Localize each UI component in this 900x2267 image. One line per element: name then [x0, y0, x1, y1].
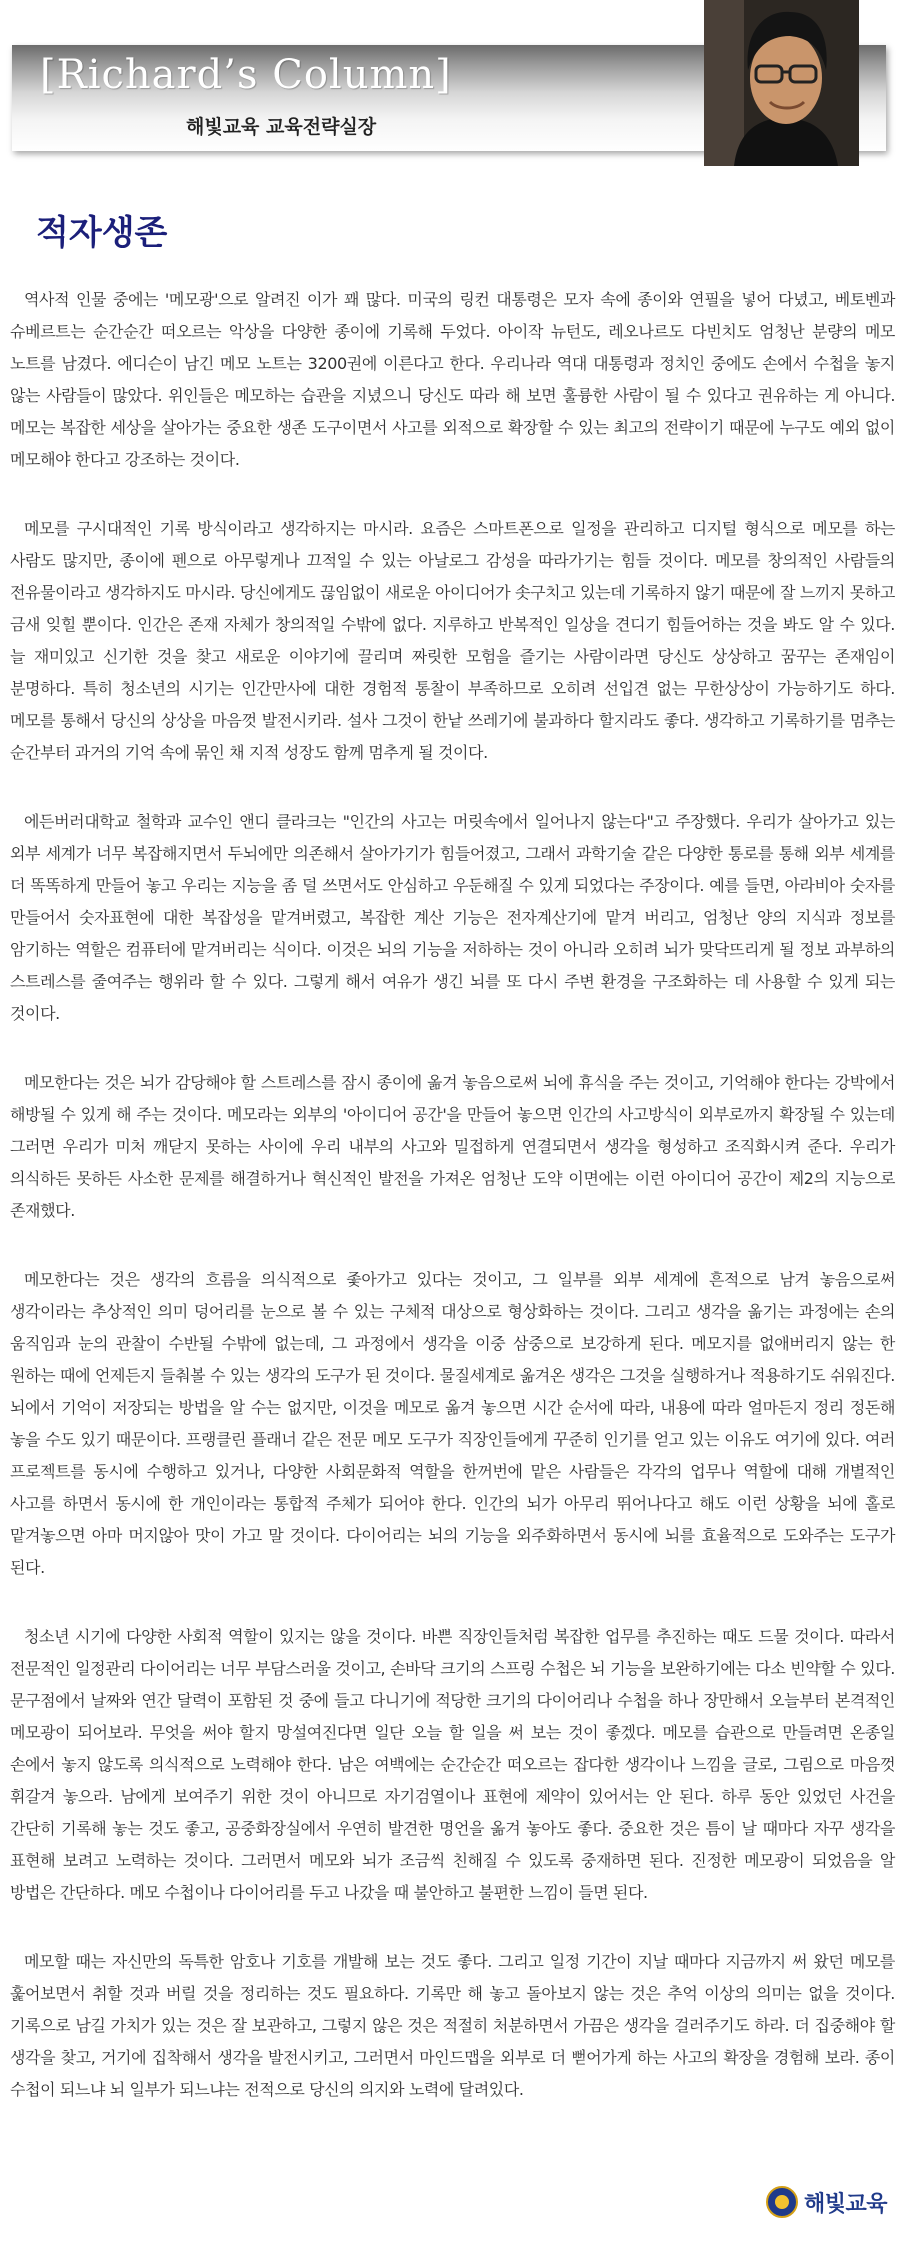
column-header	[0, 0, 900, 168]
article-paragraph: 청소년 시기에 다양한 사회적 역할이 있지는 않을 것이다. 바쁜 직장인들처럼 복잡한 업무를 추진하는 때도 드물 것이다. 따라서 전문적인 일정관리 다이어리는 너무 부담스러울 것이고, 손바닥 크기의 스프링 수첩은 뇌 기능을 보완하기에는 다소 빈약할 수 있다. 문구점에서 날짜와 연간 달력이 포함된 것 중에 들고 다니기에 적당한 크기의 다이어리나 수첩을 하나 장만해서 오늘부터 본격적인 메모광이 되어보라. 무엇을 써야 할지 망설여진다면 일단 오늘 할 일을 써 보는 것이 좋겠다. 메모를 습관으로 만들려면 온종일 손에서 놓지 않도록 의식적으로 노력해야 한다. 남은 여백에는 순간순간 떠오르는 잡다한 생각이나 느낌을 글로, 그림으로 마음껏 휘갈겨 놓으라. 남에게 보여주기 위한 것이 아니므로 자기검열이나 표현에 제약이 있어서는 안 된다. 하루 동안 있었던 사건을 간단히 기록해 놓는 것도 좋고, 공중화장실에서 우연히 발견한 명언을 옮겨 놓아도 좋다. 중요한 것은 틈이 날 때마다 자꾸 생각을 표현해 보려고 노력하는 것이다. 그러면서 메모와 뇌가 조금씩 친해질 수 있도록 중재하면 된다. 진정한 메모광이 되었음을 알 방법은 간단하다. 메모 수첩이나 다이어리를 두고 나갔을 때 불안하고 불편한 느낌이 들면 된다.	[10, 1627, 895, 1902]
logo-emblem-icon	[766, 2186, 798, 2218]
article-title: 적자생존	[36, 213, 168, 253]
article-paragraph: 에든버러대학교 철학과 교수인 앤디 클라크는 "인간의 사고는 머릿속에서 일어나지 않는다"고 주장했다. 우리가 살아가고 있는 외부 세계가 너무 복잡해지면서 두뇌에만 의존해서 살아가기가 힘들어졌고, 그래서 과학기술 같은 다양한 통로를 통해 외부 세계를 더 똑똑하게 만들어 놓고 우리는 지능을 좀 덜 쓰면서도 안심하고 우둔해질 수 있게 되었다는 주장이다. 예를 들면, 아라비아 숫자를 만들어서 숫자표현에 대한 복잡성을 맡겨버렸고, 복잡한 계산 기능은 전자계산기에 맡겨 버리고, 엄청난 양의 지식과 정보를 암기하는 역할은 컴퓨터에 맡겨버리는 식이다. 이것은 뇌의 기능을 저하하는 것이 아니라 오히려 뇌가 맞닥뜨리게 될 정보 과부하의 스트레스를 줄여주는 행위라 할 수 있다. 그렇게 해서 여유가 생긴 뇌를 또 다시 주변 환경을 구조화하는 데 사용할 수 있게 되는 것이다.	[10, 812, 895, 1023]
author-portrait-illustration	[704, 0, 859, 166]
article-paragraph: 메모할 때는 자신만의 독특한 암호나 기호를 개발해 보는 것도 좋다. 그리고 일정 기간이 지날 때마다 지금까지 써 왔던 메모를 훑어보면서 취할 것과 버릴 것을 정리하는 것도 필요하다. 기록만 해 놓고 돌아보지 않는 것은 추억 이상의 의미는 없을 것이다. 기록으로 남길 가치가 있는 것은 잘 보관하고, 그렇지 않은 것은 적절히 처분하면서 가끔은 생각을 걸러주기도 하라. 더 집중해야 할 생각을 찾고, 거기에 집착해서 생각을 발전시키고, 그러면서 마인드맵을 외부로 더 뻗어가게 하는 사고의 확장을 경험해 보라. 종이 수첩이 되느냐 뇌 일부가 되느냐는 전적으로 당신의 의지와 노력에 달려있다.	[10, 1952, 895, 2099]
article-paragraph: 역사적 인물 중에는 '메모광'으로 알려진 이가 꽤 많다. 미국의 링컨 대통령은 모자 속에 종이와 연필을 넣어 다녔고, 베토벤과 슈베르트는 순간순간 떠오르는 악상을 다양한 종이에 기록해 두었다. 아이작 뉴턴도, 레오나르도 다빈치도 엄청난 분량의 메모 노트를 남겼다. 에디슨이 남긴 메모 노트는 3200권에 이른다고 한다. 우리나라 역대 대통령과 정치인 중에도 손에서 수첩을 놓지 않는 사람들이 많았다. 위인들은 메모하는 습관을 지녔으니 당신도 따라 해 보면 훌륭한 사람이 될 수 있다고 권유하는 게 아니다. 메모는 복잡한 세상을 살아가는 중요한 생존 도구이면서 사고를 외적으로 확장할 수 있는 최고의 전략이기 때문에 누구도 예외 없이 메모해야 한다고 강조하는 것이다.	[10, 290, 895, 469]
article-paragraph: 메모한다는 것은 뇌가 감당해야 할 스트레스를 잠시 종이에 옮겨 놓음으로써 뇌에 휴식을 주는 것이고, 기억해야 한다는 강박에서 해방될 수 있게 해 주는 것이다. 메모라는 외부의 '아이디어 공간'을 만들어 놓으면 인간의 사고방식이 외부로까지 확장될 수 있는데 그러면 우리가 미처 깨닫지 못하는 사이에 우리 내부의 사고와 밀접하게 연결되면서 생각을 형성하고 조직화시켜 준다. 우리가 의식하든 못하든 사소한 문제를 해결하거나 혁신적인 발전을 가져온 엄청난 도약 이면에는 이런 아이디어 공간이 제2의 지능으로 존재했다.	[10, 1073, 895, 1220]
author-position: 해빛교육 교육전략실장	[186, 116, 377, 138]
article-paragraph: 메모한다는 것은 생각의 흐름을 의식적으로 좇아가고 있다는 것이고, 그 일부를 외부 세계에 흔적으로 남겨 놓음으로써 생각이라는 추상적인 의미 덩어리를 눈으로 볼 수 있는 구체적 대상으로 형상화하는 것이다. 그리고 생각을 옮기는 과정에는 손의 움직임과 눈의 관찰이 수반될 수밖에 없는데, 그 과정에서 생각을 이중 삼중으로 보강하게 된다. 메모지를 없애버리지 않는 한 원하는 때에 언제든지 들춰볼 수 있는 생각의 도구가 된 것이다. 물질세계로 옮겨온 생각은 그것을 실행하거나 적용하기도 쉬워진다. 뇌에서 기억이 저장되는 방법을 알 수는 없지만, 이것을 메모로 옮겨 놓으면 시간 순서에 따라, 내용에 따라 얼마든지 정리 정돈해 놓을 수도 있기 때문이다. 프랭클린 플래너 같은 전문 메모 도구가 직장인들에게 꾸준히 인기를 얻고 있는 이유도 여기에 있다. 여러 프로젝트를 동시에 수행하고 있거나, 다양한 사회문화적 역할을 한꺼번에 맡은 사람들은 각각의 업무나 역할에 대해 개별적인 사고를 하면서 동시에 한 개인이라는 통합적 주체가 되어야 한다. 인간의 뇌가 아무리 뛰어나다고 해도 이런 상황을 뇌에 홀로 맡겨놓으면 아마 머지않아 맛이 가고 말 것이다. 다이어리는 뇌의 기능을 외주화하면서 동시에 뇌를 효율적으로 도와주는 도구가 된다.	[10, 1270, 895, 1577]
column-title: [Richard’s Column]	[40, 52, 452, 98]
company-logo	[766, 2184, 887, 2220]
logo-text: 해빛교육	[804, 2191, 888, 2217]
article-body	[10, 284, 895, 2143]
article-paragraph: 메모를 구시대적인 기록 방식이라고 생각하지는 마시라. 요즘은 스마트폰으로 일정을 관리하고 디지털 형식으로 메모를 하는 사람도 많지만, 종이에 펜으로 아무렇게나 끄적일 수 있는 아날로그 감성을 따라가기는 힘들 것이다. 메모를 창의적인 사람들의 전유물이라고 생각하지도 마시라. 당신에게도 끊임없이 새로운 아이디어가 솟구치고 있는데 기록하지 않기 때문에 잘 느끼지 못하고 금새 잊힐 뿐이다. 인간은 존재 자체가 창의적일 수밖에 없다. 지루하고 반복적인 일상을 견디기 힘들어하는 것을 봐도 알 수 있다. 늘 재미있고 신기한 것을 찾고 새로운 이야기에 끌리며 짜릿한 모험을 즐기는 사람이라면 당신도 상상하고 꿈꾸는 존재임이 분명하다. 특히 청소년의 시기는 인간만사에 대한 경험적 통찰이 부족하므로 오히려 선입견 없는 무한상상이 가능하기도 하다. 메모를 통해서 당신의 상상을 마음껏 발전시키라. 설사 그것이 한낱 쓰레기에 불과하다 할지라도 좋다. 생각하고 기록하기를 멈추는 순간부터 과거의 기억 속에 묶인 채 지적 성장도 함께 멈추게 될 것이다.	[10, 519, 895, 762]
author-photo	[704, 0, 859, 166]
